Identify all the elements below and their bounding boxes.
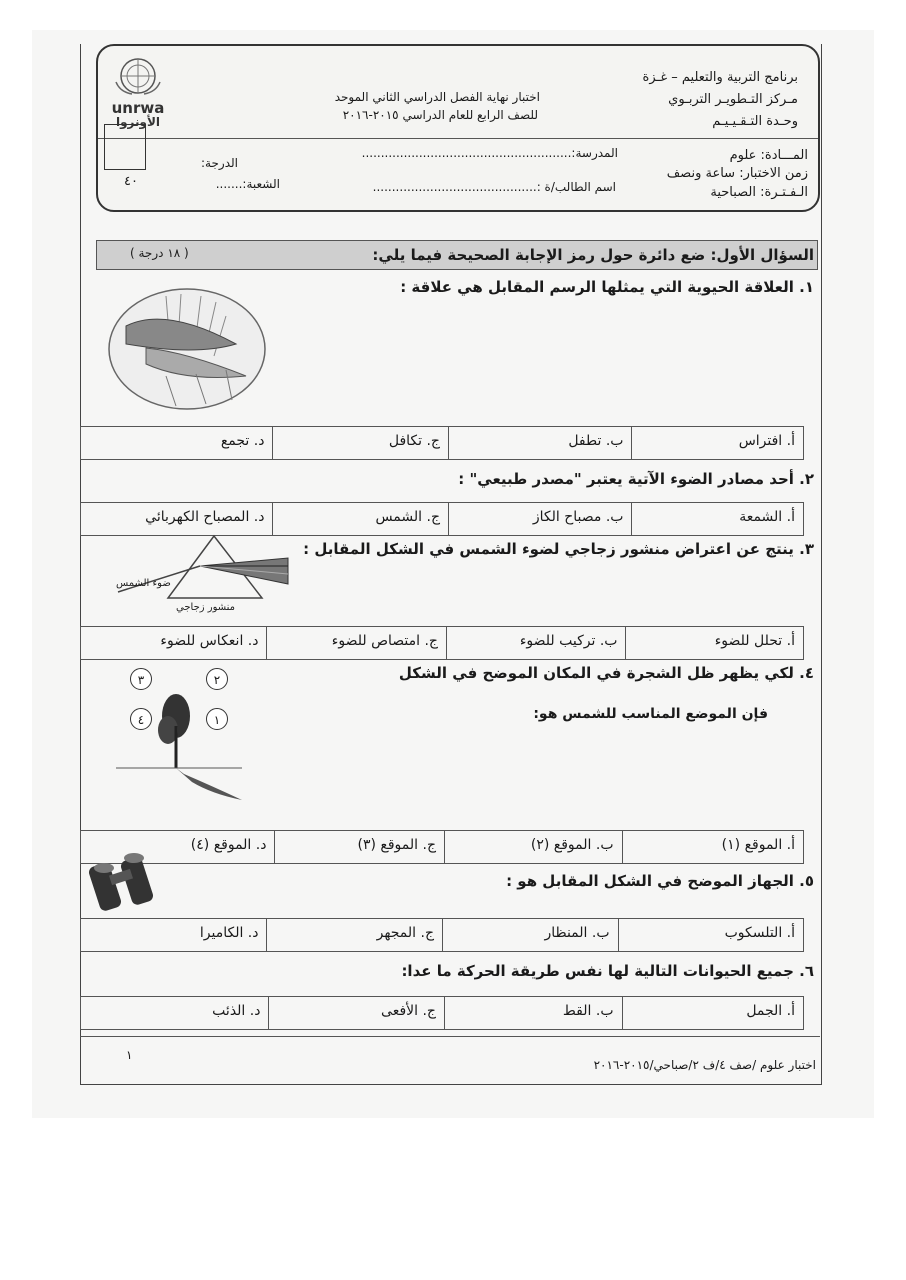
prism-label-sunlight: ضوء الشمس (116, 578, 171, 589)
q2-option-d[interactable]: د. المصباح الكهربائي (145, 509, 265, 525)
sun-position-2: ٢ (206, 668, 228, 690)
question-2-options (80, 502, 804, 536)
question-1-title: ١. العلاقة الحيوية التي يمثلها الرسم المقابل هي علاقة : (400, 278, 814, 296)
q1-option-c[interactable]: ج. تكافل (272, 427, 448, 459)
section-title: السؤال الأول: ضع دائرة حول رمز الإجابة الصحيحة فيما يلي: (372, 246, 814, 264)
q6-option-b[interactable]: ب. القط (444, 997, 622, 1029)
question-6-options (80, 996, 804, 1030)
org-line-2: مـركز التـطويـر التربـوي (668, 92, 798, 107)
question-5-options (80, 918, 804, 952)
grade-label: الدرجة: (201, 156, 238, 170)
logo-text-ar: الأونروا (115, 115, 161, 129)
subject-field: المـــادة: علوم (729, 148, 808, 163)
logo-text: unrwa (111, 99, 165, 117)
q4-option-a[interactable]: أ. الموقع (١) (622, 831, 804, 863)
period-field: الـفـتـرة: الصباحية (710, 185, 808, 200)
question-4-title: ٤. لكي يظهر ظل الشجرة في المكان الموضح في الشكل (398, 664, 814, 682)
exam-title: اختبار نهاية الفصل الدراسي الثاني الموحد (334, 90, 540, 104)
duration-field: زمن الاختبار: ساعة ونصف (666, 166, 808, 181)
q3-option-a[interactable]: أ. تحلل للضوء (625, 627, 803, 659)
q4-option-b[interactable]: ب. الموقع (٢) (444, 831, 622, 863)
sun-position-4: ٤ (130, 708, 152, 730)
org-line-1: برنامج التربية والتعليم – غـزة (642, 70, 798, 85)
un-emblem-icon (106, 56, 170, 96)
q5-option-c[interactable]: ج. المجهر (266, 919, 442, 951)
question-3-title: ٣. ينتج عن اعتراض منشور زجاجي لضوء الشمس في الشكل المقابل : (303, 540, 814, 558)
question-5-title: ٥. الجهاز الموضح في الشكل المقابل هو : (506, 872, 814, 890)
tree-shadow-figure (112, 686, 252, 804)
footer-text: اختبار علوم /صف ٤/ف ٢/صباحي/٢٠١٥-٢٠١٦ (593, 1058, 816, 1072)
sun-position-1: ١ (206, 708, 228, 730)
question-6-title: ٦. جميع الحيوانات التالية لها نفس طريقة الحركة ما عدا: (401, 962, 814, 980)
q2-option-b[interactable]: ب. مصباح الكاز (448, 503, 631, 535)
q2-option-c[interactable]: ج. الشمس (272, 503, 448, 535)
symbiosis-figure (106, 286, 268, 412)
question-3-options (80, 626, 804, 660)
q2-option-a[interactable]: أ. الشمعة (631, 503, 803, 535)
section-marks: ( ١٨ درجة ) (130, 246, 189, 260)
prism-label-prism: منشور زجاجي (176, 602, 236, 613)
page-number: ١ (126, 1048, 133, 1062)
exam-subtitle: للصف الرابع للعام الدراسي ٢٠١٥-٢٠١٦ (342, 108, 538, 122)
header-divider (98, 138, 818, 139)
question-4-subtitle: فإن الموضع المناسب للشمس هو: (533, 706, 768, 722)
question-4-options (80, 830, 804, 864)
q5-option-b[interactable]: ب. المنظار (442, 919, 618, 951)
q1-option-d[interactable]: د. تجمع (220, 433, 265, 449)
q1-option-b[interactable]: ب. تطفل (448, 427, 631, 459)
sun-position-3: ٣ (130, 668, 152, 690)
q6-option-a[interactable]: أ. الجمل (622, 997, 804, 1029)
unrwa-logo (106, 56, 170, 129)
q4-option-c[interactable]: ج. الموقع (٣) (274, 831, 444, 863)
q1-option-a[interactable]: أ. افتراس (631, 427, 803, 459)
q5-option-a[interactable]: أ. التلسكوب (618, 919, 803, 951)
footer-divider (80, 1036, 820, 1037)
org-line-3: وحـدة التـقـيـيـم (712, 114, 798, 129)
q3-option-c[interactable]: ج. امتصاص للضوء (266, 627, 446, 659)
grade-box (104, 124, 146, 170)
q3-option-d[interactable]: د. انعكاس للضوء (160, 633, 259, 649)
q5-option-d[interactable]: د. الكاميرا (199, 925, 259, 941)
q6-option-d[interactable]: د. الذئب (212, 1003, 261, 1019)
student-name-field: اسم الطالب/ة :........................................... (372, 180, 616, 194)
q6-option-c[interactable]: ج. الأفعى (268, 997, 444, 1029)
question-1-options (80, 426, 804, 460)
question-2-title: ٢. أحد مصادر الضوء الآتية يعتبر "مصدر طبيعي" : (458, 470, 814, 488)
school-field: المدرسة:....................................................... (361, 146, 618, 160)
q4-option-d[interactable]: د. الموقع (٤) (190, 837, 267, 853)
section-field: الشعبة:....... (215, 177, 280, 191)
q3-option-b[interactable]: ب. تركيب للضوء (446, 627, 626, 659)
binoculars-figure (86, 850, 160, 920)
total-mark: ٤٠ (124, 174, 138, 189)
